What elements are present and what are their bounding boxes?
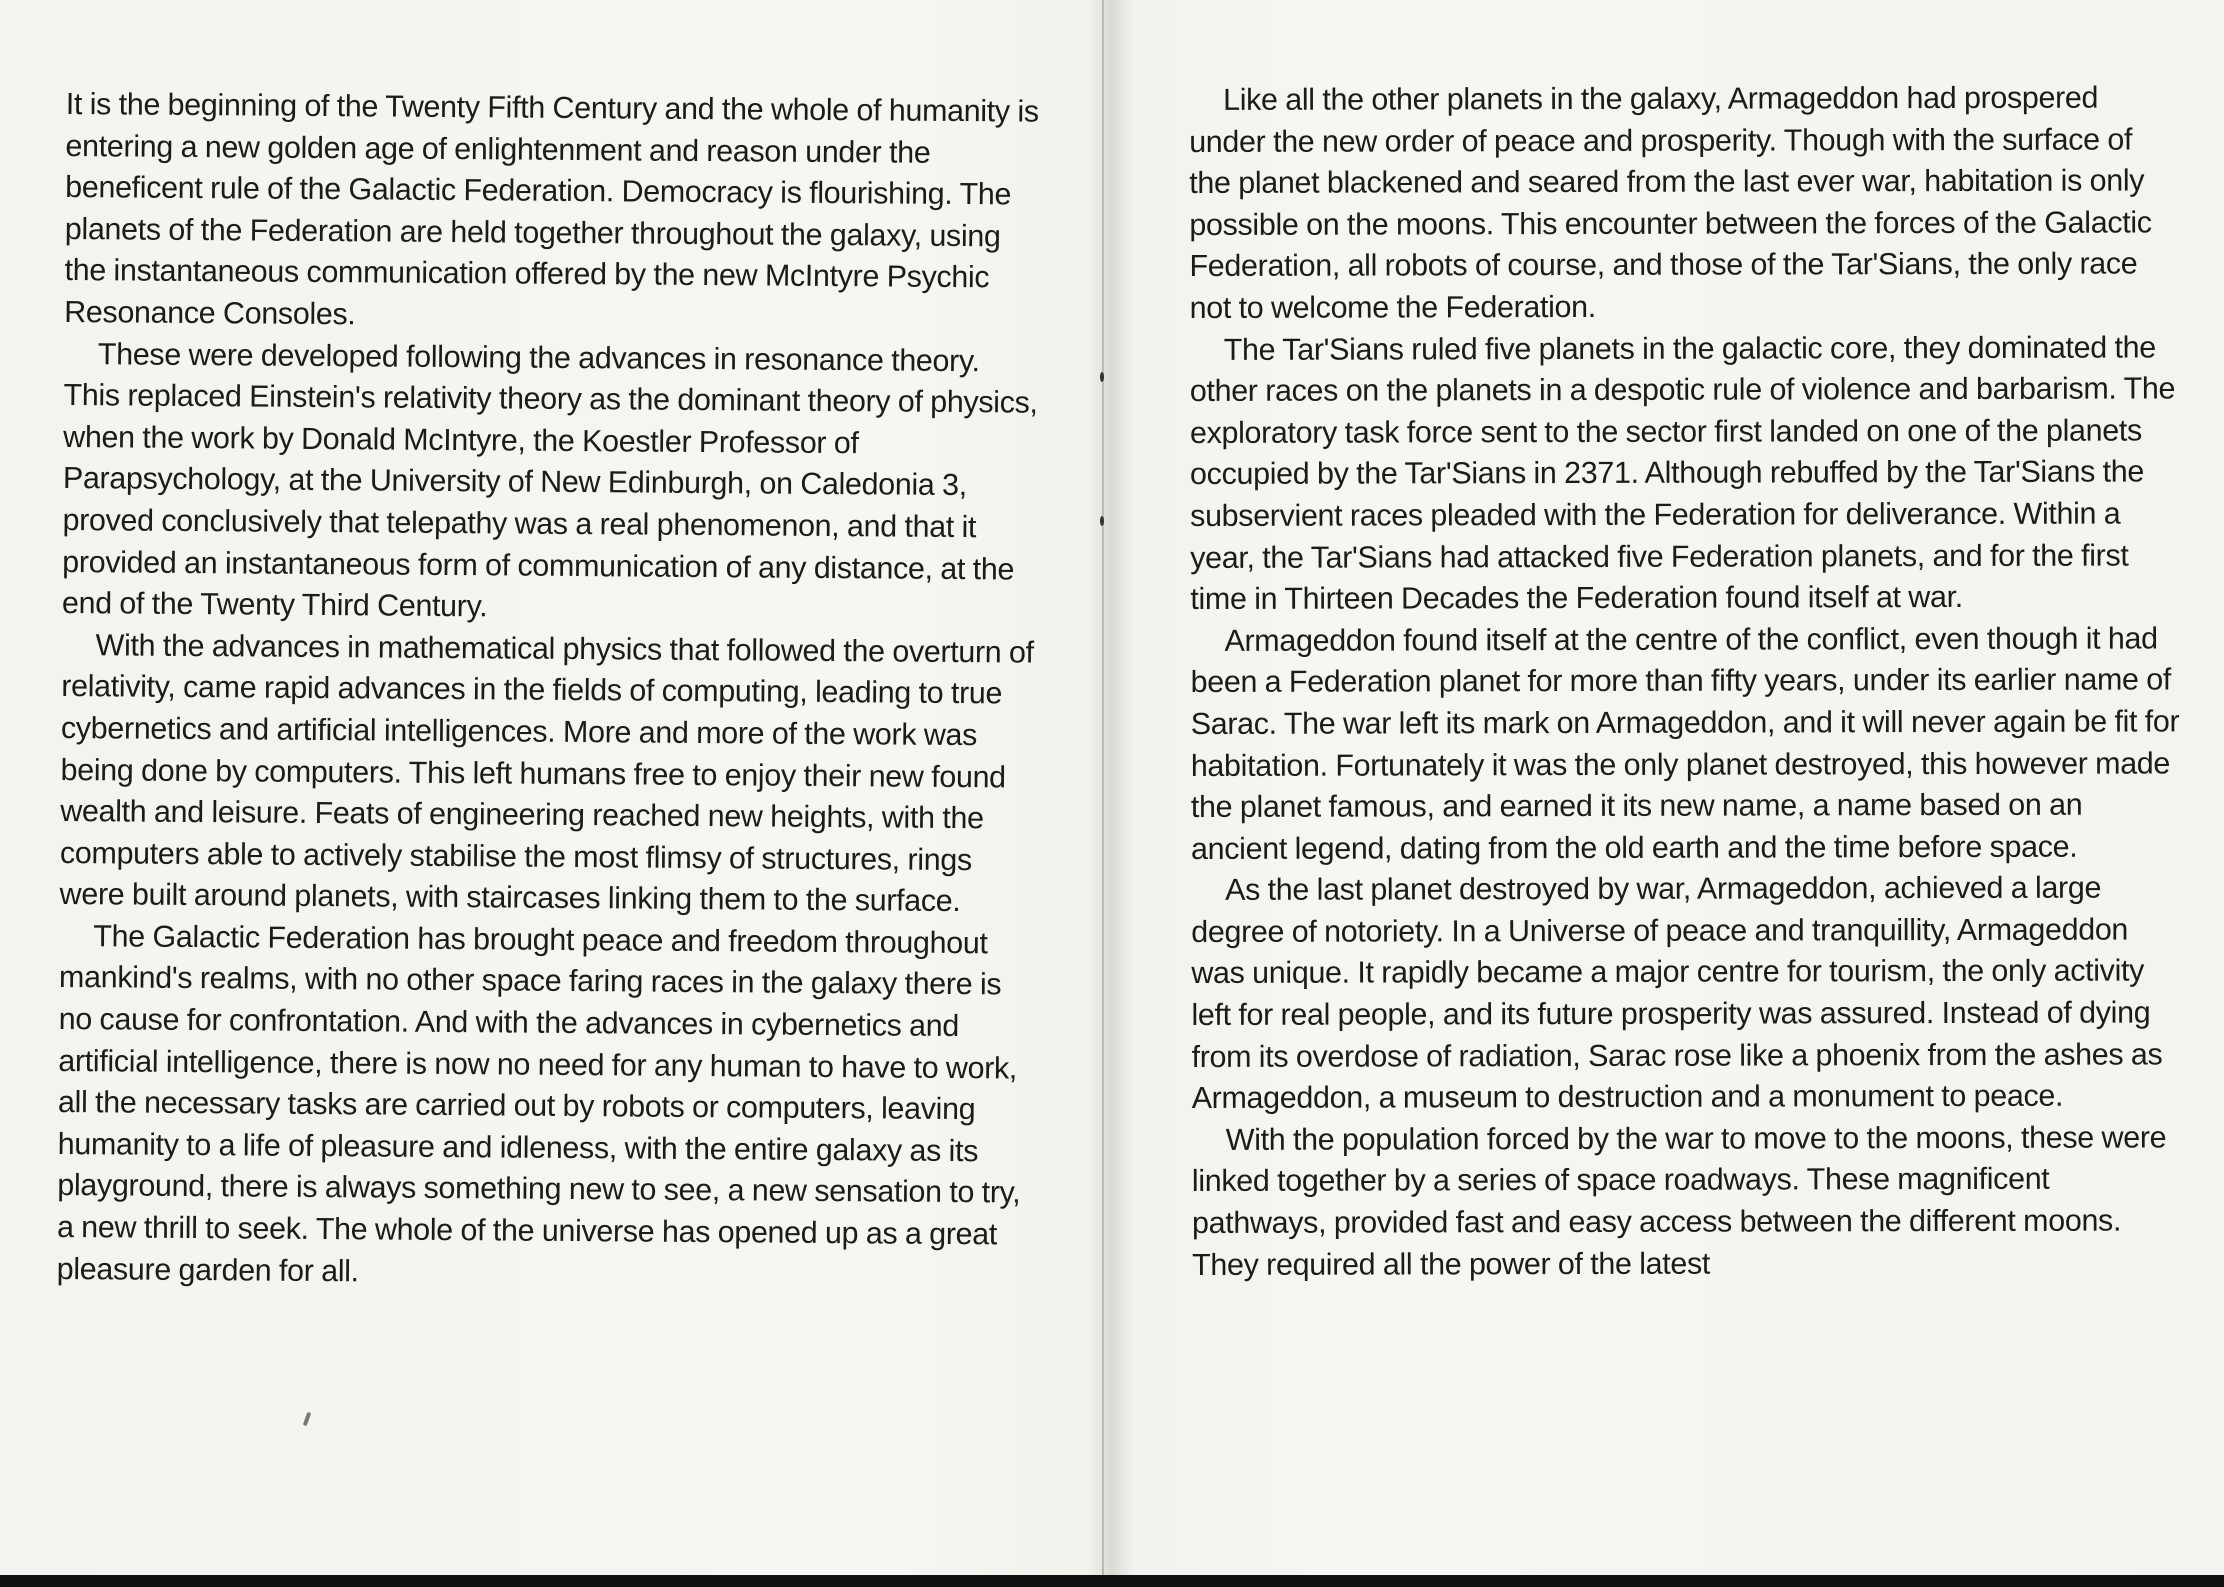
right-paragraph-1: Like all the other planets in the galaxy, Armageddon had prospered under the new order of peace and prosperity. Though with the surface of the planet blackened and seared from the last ever war, habitation is only possible on the moons. This encounter between the forces of the Galactic Federation, all robots of course, and those of the Tar'Sians, the only race not to welcome the Federation. xyxy=(1189,80,2152,325)
right-page xyxy=(1103,0,2224,1575)
right-paragraph-4: As the last planet destroyed by war, Armageddon, achieved a large degree of notoriety. In a Universe of peace and tranquillity, Armageddon was unique. It rapidly became a major centre for tourism, the only activity left for real people, and its future prosperity was assured. Instead of dying from its overdose of radiation, Sarac rose like a phoenix from the ashes as Armageddon, a museum to destruction and a monument to peace. xyxy=(1191,870,2163,1116)
left-paragraph-3: With the advances in mathematical physics that followed the overturn of relativity, came rapid advances in the fields of computing, leading to true cybernetics and artificial intelligences. More and more of the work was being done by computers. This left humans free to enjoy their new found wealth and leisure. Feats of engineering reached new heights, with the computers able to actively stabilise the most flimsy of structures, rings were built around planets, with staircases linking them to the surface. xyxy=(59,627,1034,919)
paper-speck xyxy=(303,1412,312,1427)
left-paragraph-4: The Galactic Federation has brought peace and freedom throughout mankind's realms, with no other space faring races in the galaxy there is no cause for confrontation. And with the advances in cybernetics and artificial intelligence, there is now no need for any human to have to work, all the necessary tasks are carried out by robots or computers, leaving humanity to a life of pleasure and idleness, with the entire galaxy as its playground, there is always something new to see, a new sensation to try, a new thrill to seek. The whole of the universe has opened up as a great pleasure garden for all. xyxy=(56,919,1021,1288)
staple-mark-lower xyxy=(1100,516,1104,526)
left-page xyxy=(0,0,1103,1575)
right-paragraph-3: Armageddon found itself at the centre of the conflict, even though it had been a Federation planet for more than fifty years, under its earlier name of Sarac. The war left its mark on Armageddon, and it will never again be fit for habitation. Fortunately it was the only planet destroyed, this however made the planet famous, and earned it its new name, a name based on an ancient legend, dating from the old earth and the time before space. xyxy=(1190,621,2180,866)
left-paragraph-1: It is the beginning of the Twenty Fifth Century and the whole of humanity is entering a new golden age of enlightenment and reason under the beneficent rule of the Galactic Federation. Democracy is flourishing. The planets of the Federation are held together throughout the galaxy, using the instantaneous communication offered by the new McIntyre Psychic Resonance Consoles. xyxy=(64,86,1039,332)
left-paragraph-2: These were developed following the advances in resonance theory. This replaced Einstein's relativity theory as the dominant theory of physics, when the work by Donald McIntyre, the Koestler Professor of Parapsychology, at the University of New Edinburgh, on Caledonia 3, proved conclusively that telepathy was a real phenomenon, and that it provided an instantaneous form of communication of any distance, at the end of the Twenty Third Century. xyxy=(61,336,1038,624)
left-page-text xyxy=(57,84,1041,1298)
scan-edge xyxy=(0,1575,2224,1587)
right-paragraph-2: The Tar'Sians ruled five planets in the galactic core, they dominated the other races on the planets in a despotic rule of violence and barbarism. The exploratory task force sent to the sector first landed on one of the planets occupied by the Tar'Sians in 2371. Although rebuffed by the Tar'Sians the subservient races pleaded with the Federation for deliverance. Within a year, the Tar'Sians had attacked five Federation planets, and for the first time in Thirteen Decades the Federation found itself at war. xyxy=(1189,330,2176,617)
staple-mark-upper xyxy=(1100,372,1104,382)
right-page-text xyxy=(1189,77,2182,1286)
right-paragraph-5: With the population forced by the war to move to the moons, these were linked together by a series of space roadways. These magnificent pathways, provided fast and easy access between the different moons. They required all the power of the latest xyxy=(1191,1120,2167,1282)
